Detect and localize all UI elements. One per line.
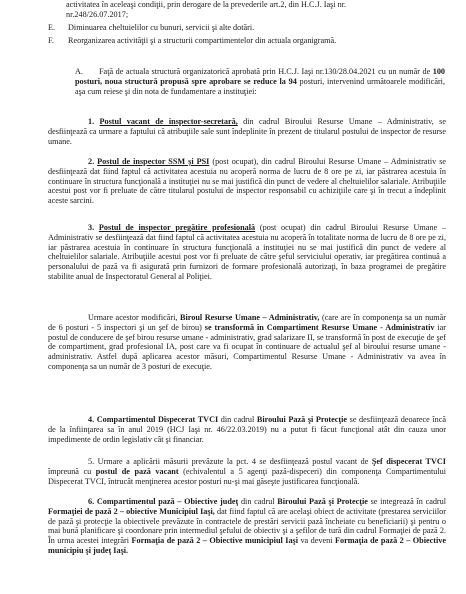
section-body: (echivalentul a 5 agenţi pază-dispeceri) din componenţa Compartimentului Dispecerat TVCI, întrucât menţinerea acestor posturi nu-şi mai găseşte justificarea funcţională. <box>48 466 446 486</box>
section-1 <box>48 117 446 146</box>
section-highlight: Biroului Pază şi Protecţie <box>277 497 368 506</box>
list-item-label: E. <box>48 23 56 32</box>
section-heading: Postul de inspector pregătire profesională <box>98 223 256 232</box>
list-item-text: Reorganizarea activităţii şi a structurii compartimentelor din actuala organigramă. <box>68 36 337 45</box>
section-body: va deveni <box>298 536 335 546</box>
intro-text: Faţă de actuala structură organizatorică aprobată prin H.C.J. Iaşi nr.130/28.04.2021 cu un număr de <box>99 67 433 76</box>
section-number: 3. <box>88 223 95 232</box>
section-number: 2. <box>88 157 95 166</box>
list-item-text: Diminuarea cheltuielilor cu bunuri, servicii şi alte dotări. <box>68 23 255 32</box>
continued-text-line <box>66 0 456 20</box>
section-body: (post ocupat) din cadrul Biroului Resurse Umane – Administrativ se desfiinţează dat fiind faptul că activitatea acestuia nu acoperă în totalitate norma de lucru de 8 ore pe zi, iar păstrarea acestuia în continuare în structura funcţională a instituţiei nu se mai justifică din punct de vedere al cheltuielilor salariale. Atribuţiile acestui post vor fi preluate de către şeful serviciului operativ, iar pregătirea continuă a personalului de pază va fi asigurată prin furnizori de formare profesională autorizaţi, în baza programei de pregătire stabilite anual de Inspectoratul General al Poliţiei. <box>48 223 447 281</box>
section-body: din cadrul <box>218 415 257 424</box>
continued-text-line-2: nr.248/26.07.2017; <box>66 9 129 19</box>
section-highlight: Şef dispecerat TVCI <box>371 457 446 466</box>
section-number: 4. <box>88 415 95 424</box>
followup-highlight: se transformă în Compartiment Resurse Umane - Administrativ <box>204 322 435 332</box>
list-item-f <box>48 36 448 46</box>
continued-text-line-1: activitatea în aceleaşi condiţii, prin derogare de la prevederile art.2, din H.C.J. Iaşi nr. <box>66 0 347 9</box>
followup-highlight: Biroul Resurse Umane – Administrativ, <box>180 313 320 322</box>
section-4 <box>48 415 446 444</box>
section-highlight: Formaţia de pază 2 – Obiective municipiu şi judeţ Iaşi. <box>48 536 446 555</box>
section-body: se integrează în cadrul <box>367 497 447 506</box>
section-2 <box>48 157 446 206</box>
section-body: din cadrul <box>238 497 278 506</box>
section-heading: Postul de inspector SSM şi PSI <box>97 157 210 166</box>
intro-label: A. <box>75 67 83 76</box>
intro-text-end: posturi, intervenind următoarele modificări, aşa cum reiese şi din nota de fundamentare a instituţiei: <box>75 76 445 96</box>
section-body: împreună cu <box>48 466 96 476</box>
section-highlight: Biroului Pază şi Protecţie <box>256 415 348 424</box>
section-body: dat fiind faptul că are acelaşi obiect de activitate (prestarea serviciilor de pază şi protecţie la obiectivele prevăzute în contractele de prestări servicii pază încheiate cu beneficiarii) şi pentru o mai bună planificare şi coordonare prin intermediul şefului de obiectiv şi a şefilor de tură din cadrul Formaţiei de pază 2. În urma acestei integrări <box>48 506 446 546</box>
section-body: se desfiinţează deoarece încă de la înfiinţarea sa în anul 2019 (HCJ Iaşi nr. 46/22.03.2019) nu a putut fi făcut funcţional atât din cauza unor impedimente de ordin legislativ cât şi financiar. <box>48 415 447 444</box>
intro-paragraph <box>75 67 445 96</box>
section-heading: Compartimentul pază – Obiective judeţ <box>96 497 239 506</box>
section-body: din cadrul Biroului Resurse Umane – Administrativ, se desfiinţează ca urmare a faptului că atribuţiile sale sunt îndeplinite în prezent de titularul postului de inspector de resurse umane. <box>48 117 446 146</box>
section-heading: Compartimentul Dispecerat TVCI <box>96 415 219 424</box>
followup-text: iar postul de conducere de şef birou resurse umane - administrativ, grad salarizare II, se transformă în post de execuţie de şef de compartiment, grad profesional IA, post care va fi ocupat în continuare de actualul şef al biroului resurse umane - administrativ. Astfel după aplicarea acestor măsuri, Compartimentul Resurse Umane - Administrativ va avea în componenţa sa un număr de 3 posturi de execuţie. <box>48 322 446 371</box>
section-heading: Postul vacant de inspector-secretară, <box>99 117 238 126</box>
section-highlight: Formaţia de pază 2 – Obiective municipiul Iaşi <box>131 536 298 546</box>
followup-text: Urmare acestor modificări, <box>88 313 180 322</box>
section-number: 6. <box>88 497 95 506</box>
section-highlight: Formaţiei de pază 2 – obiective Municipiul Iaşi, <box>48 506 215 516</box>
section-number: 1. <box>88 117 95 126</box>
list-item-e <box>48 23 448 33</box>
intro-highlight: 100 posturi, noua structură propusă spre aprobare se reduce la 94 <box>75 67 445 86</box>
list-item-label: F. <box>48 36 54 45</box>
section-body: (post ocupat), din cadrul Biroului Resurse Umane – Administrativ se desfiinţează dat fiind faptul că activitatea acestuia nu acoperă norma de lucru de 8 ore pe zi, iar păstrarea acestuia în continuare în structura funcţională a instituţiei nu se mai justifică din punct de vedere al cheltuielilor salariale. Atribuţiile acestui post vor fi preluate de către titularul postului de inspector responsabil cu achiziţiile care şi în trecut a îndeplinit aceste sarcini. <box>48 157 447 206</box>
section-3 <box>48 223 446 282</box>
section-5 <box>48 457 446 486</box>
followup-paragraph <box>48 313 446 372</box>
section-6 <box>48 497 446 556</box>
section-number: 5. <box>88 457 95 466</box>
followup-text: (care are în componenţa sa un număr de 6 posturi - 5 inspectori şi un şef de birou) <box>48 313 446 332</box>
section-highlight: postul de pază vacant <box>95 466 179 476</box>
section-body: Urmare a aplicării măsurii prevăzute la pct. 4 se desfiinţează postul vacant de <box>94 457 372 466</box>
